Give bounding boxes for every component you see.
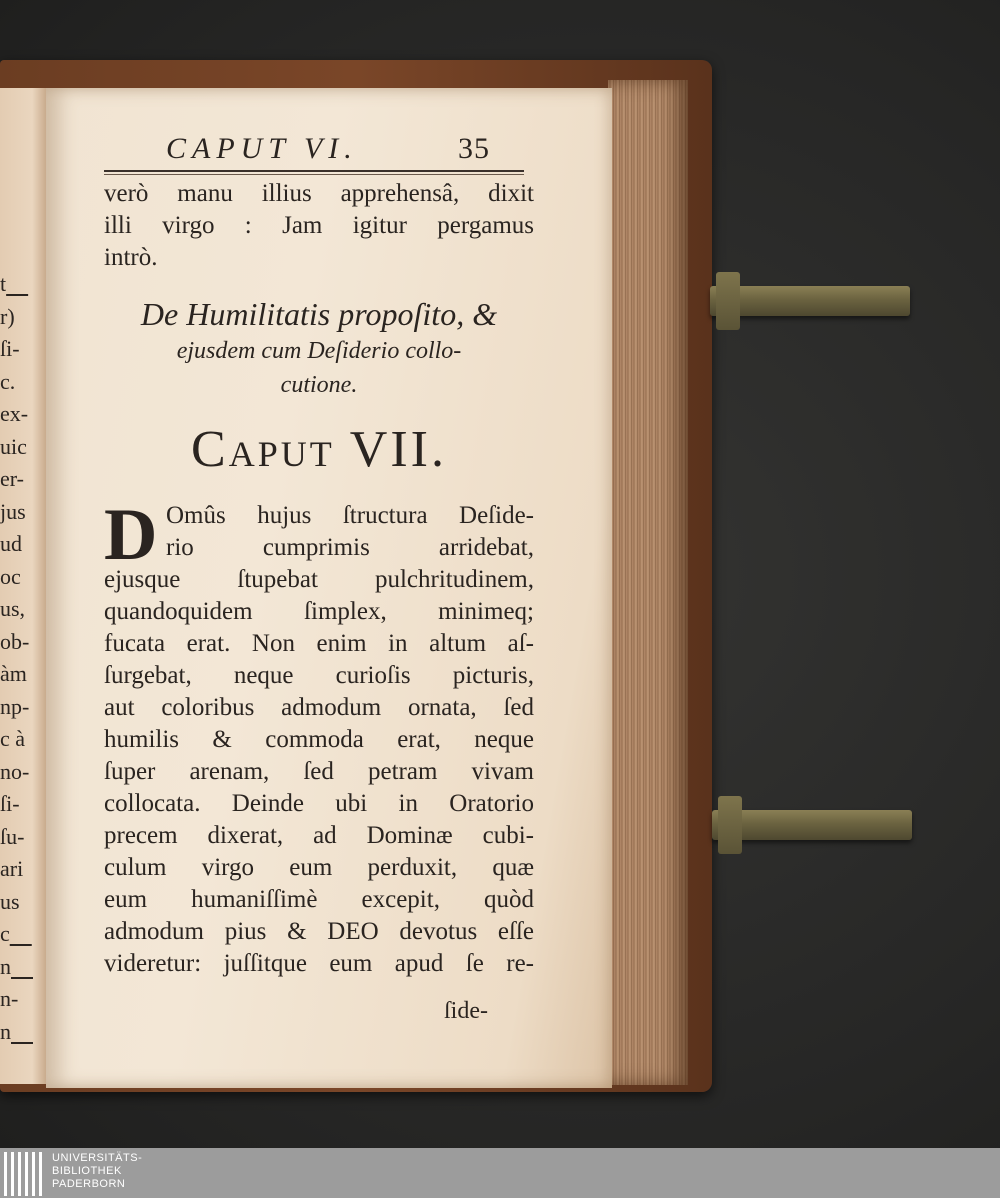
section-subheading [104, 294, 534, 402]
text-line: quandoquidem ſimplex, minimeq; [104, 598, 534, 625]
left-line: np- [0, 693, 30, 719]
left-line: c⎽ [0, 921, 32, 946]
left-line: oc [0, 563, 21, 589]
logo-line: BIBLIOTHEK [52, 1165, 122, 1177]
clasp-top [710, 286, 910, 316]
left-line: us, [0, 596, 26, 621]
library-footer-bar [0, 1148, 1000, 1198]
logo-line: PADERBORN [52, 1178, 126, 1190]
drop-cap: D [104, 494, 158, 576]
left-line: r) [0, 303, 15, 329]
left-line: c à [0, 726, 26, 751]
text-line: ſuper arenam, ſed petram vivam [104, 758, 534, 785]
left-line: ſi- [0, 791, 20, 816]
left-line: ari [0, 856, 24, 881]
clasp-bottom [712, 810, 912, 840]
book-page [46, 88, 612, 1088]
left-line: t⎽ [0, 271, 29, 296]
left-line: n⎽ [0, 953, 34, 979]
text-line: humilis & commoda erat, neque [104, 726, 534, 753]
catchword: ſide- [444, 998, 488, 1024]
left-line: us [0, 888, 20, 914]
text-line: eum humaniſſimè excepit, quòd [104, 886, 534, 913]
text-line: collocata. Deinde ubi in Oratorio [104, 790, 534, 817]
library-logo-text [52, 1152, 142, 1191]
text-line: fucata erat. Non enim in altum aſ- [104, 630, 534, 657]
text-line: verò manu illius apprehensâ, dixit [104, 180, 534, 207]
text-line: intrò. [104, 244, 158, 271]
text-line: precem dixerat, ad Dominæ cubi- [104, 822, 534, 849]
left-line: ſi- [0, 336, 20, 361]
left-line: n- [0, 986, 19, 1011]
left-line: c. [0, 368, 16, 394]
running-head [166, 132, 511, 168]
opening-text [104, 178, 534, 274]
left-line: ud [0, 531, 22, 556]
left-line: uic [0, 433, 27, 459]
text-line: rio cumprimis arridebat, [166, 534, 534, 561]
left-page-text [0, 268, 46, 1048]
left-page-edge [0, 88, 46, 1084]
header-rule-thin [104, 174, 524, 175]
text-line: ejusque ſtupebat pulchritudinem, [104, 566, 534, 593]
left-line: ob- [0, 628, 30, 654]
logo-line: UNIVERSITÄTS- [52, 1152, 143, 1164]
header-rule [104, 170, 524, 172]
page-number: 35 [458, 132, 490, 165]
library-logo-icon [4, 1152, 44, 1196]
subheading-line: De Humilitatis propoſito, & [140, 296, 498, 332]
text-line: culum virgo eum perduxit, quæ [104, 854, 534, 881]
left-line: er- [0, 466, 24, 491]
left-line: àm [0, 661, 27, 686]
left-line: n⎽ [0, 1018, 34, 1044]
left-line: jus [0, 498, 26, 524]
chapter-paragraph [104, 494, 534, 980]
text-line: admodum pius & DEO devotus eſſe [104, 918, 534, 945]
text-line: ſurgebat, neque curioſis picturis, [104, 662, 534, 689]
text-line: aut coloribus admodum ornata, ſed [104, 694, 534, 721]
text-line: illi virgo : Jam igitur pergamus [104, 212, 534, 239]
text-line: videretur: juſſitque eum apud ſe re- [104, 950, 534, 977]
subheading-line: cutione. [280, 372, 358, 398]
left-line: no- [0, 758, 30, 784]
left-line: ex- [0, 401, 29, 426]
left-line: ſu- [0, 823, 25, 849]
chapter-heading: Caput VII. [191, 421, 447, 478]
text-line: Omûs hujus ſtructura Deſide- [166, 502, 534, 529]
page-fore-edge [608, 80, 688, 1085]
running-title: CAPUT VI. [166, 132, 358, 165]
subheading-line: ejusdem cum Deſiderio collo- [176, 338, 462, 364]
